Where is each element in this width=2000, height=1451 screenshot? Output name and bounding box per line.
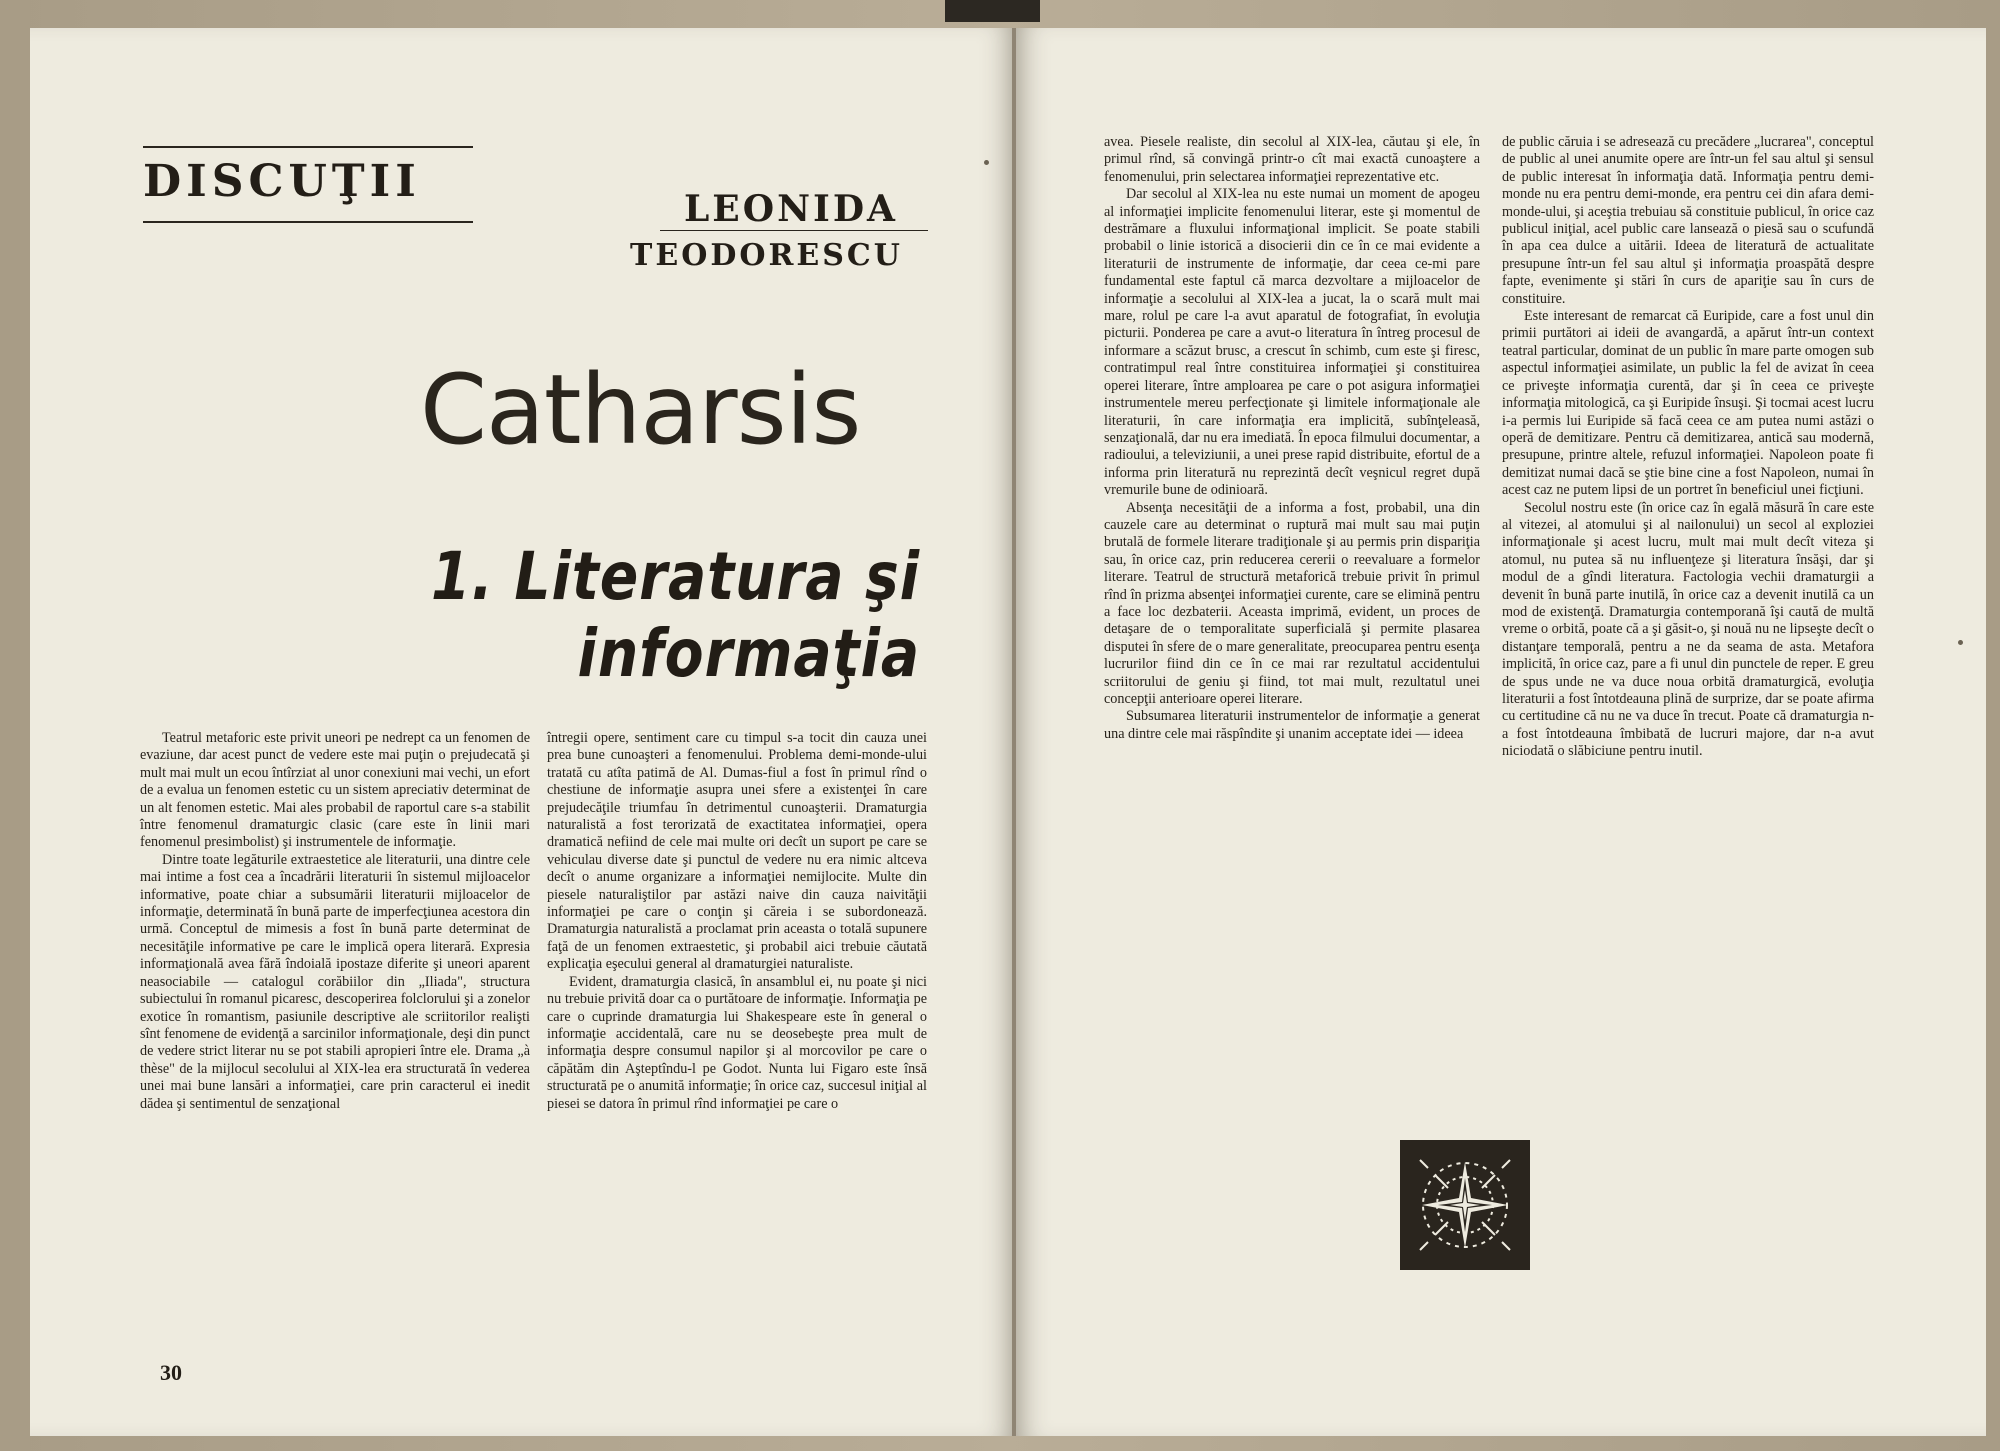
paper-speck: [984, 160, 989, 165]
left-column-1: [140, 730, 530, 1113]
paragraph: Dar secolul al XIX-lea nu este numai un moment de apogeu al informaţiei implicite fenomenului literar, este şi momentul de destrămare a fluxului informaţional implicit. Se poate stabili probabil o linie istorică a disocierii din ce în ce mai evidente a literaturii de instrumente de informaţie, dar ceea ce-mi pare fundamental este faptul că marca dezvoltare a mijloacelor de informaţie a secolului al XIX-lea a jucat, la o scară mult mai mare, rolul pe care l-a avut aparatul de fotografiat, în evoluţia picturii. Ponderea pe care a avut-o literatura în întreg procesul de informare a scăzut brusc, a crescut în schimb, cum este şi firesc, contratimpul real între constituirea informaţiei şi constituirea operei literare, între amploarea pe care o pot asigura informaţiei instrumentele mereu perfecţionate şi limitele informaţionale ale literaturii, în care informaţia era implicită, subînţeleasă, senzaţională, dar nu era imediată. În epoca filmului documentar, a radioului, a televiziunii, a unei prese rapid distribuite, efortul de a informa prin literatură nu reprezintă decît veşnicul regret după vremurile bune de odinioară.: [1104, 186, 1480, 499]
paragraph: Teatrul metaforic este privit uneori pe nedrept ca un fenomen de evaziune, dar acest punct de vedere este mai puţin o prejudecată şi mult mai mult un ecou întîrziat al unor conexiuni mai vechi, un efort de a evalua un fenomen estetic cu un sistem apreciativ determinat de un alt fenomen estetic. Mai ales probabil de raportul care s-a stabilit între fenomenul dramaturgic clasic (care este în linii mari fenomenul presimbolist) şi instrumentele de informaţie.: [140, 730, 530, 851]
author-last-name: TEODORESCU: [630, 238, 903, 273]
star-burst-woodcut-icon: [1400, 1140, 1530, 1270]
paragraph: Secolul nostru este (în orice caz în egală măsură în care este al vitezei, al atomului şi al nailonului) un secol al exploziei informaţionale şi acest lucru, mult mai mult decît viteza şi atomul, nu putea să nu influenţeze şi literatura însăşi, dar şi modul de a gîndi literatura. Factologia vechii dramaturgii a devenit în bună parte inutilă, în orice caz a devenit inutilă ca un mod de existenţă. Dramaturgia contemporană îşi caută de multă vreme o orbită, poate că a şi găsit-o, şi nouă nu ne lipseşte decît o distanţare temporală, pentru a ne da seama de asta. Metafora implicită, în orice caz, pare a fi unul din punctele de reper. E greu de spus unde ne va duce noua orbită dramaturgică, evoluţia literaturii a fost întotdeauna plină de surprize, dar se poate afirma cu certitudine că nu ne va duce în trecut. Poate că dramaturgia n-a fost întotdeauna îmbibată de lucruri majore, dar n-a avut niciodată o slăbiciune pentru inutil.: [1502, 499, 1874, 760]
spine-tab: [945, 0, 1040, 22]
left-page: [30, 28, 1014, 1436]
paragraph: Dintre toate legăturile extraestetice ale literaturii, una dintre cele mai intime a fost cea a încadrării literaturii în sistemul mijloacelor informative, poate chiar a subsumării literaturii mijloacelor de informaţie, determinată în bună parte de imperfecţiunea acestora din urmă. Conceptul de mimesis a fost în bună parte determinat de necesităţile informative pe care le implică opera literară. Expresia informaţională avea fără îndoială ipostaze diferite şi uneori aparent neasociabile — catalogul corăbiilor din „Iliada", structura subiectului în romanul picaresc, descoperirea folclorului şi a zonelor exotice în romantism, pasiunile descriptive ale scriitorilor realişti sînt fenomene de evidenţă a sarcinilor informaţionale, deşi din punct de vedere strict literar nu se pot stabili apropieri între ele. Drama „à thèse" de la mijlocul secolului al XIX-lea era structurată în vederea unei mai bune lansări a informaţiei, care prin caracterul ei inedit dădea şi sentimentul de senzaţional: [140, 851, 530, 1112]
left-column-2: [547, 730, 927, 1113]
header-rule-bottom: [143, 221, 473, 223]
author-first-name: LEONIDA: [683, 188, 898, 230]
paragraph: întregii opere, sentiment care cu timpul s-a tocit din cauza unei prea bune cunoaşteri a fenomenului. Problema demi-monde-ului tratată cu atîta patimă de Al. Dumas-fiul a fost în primul rînd o chestiune de informaţie asupra unei sfere a existenţei în care prejudecăţile triumfau în detrimentul cunoaşterii. Dramaturgia naturalistă a fost terorizată de exactitatea informaţiei, opera dramatică nefiind de cele mai multe ori decît un suport pe care se vehiculau diverse date şi punctul de vedere nu era nimic altceva decît o anume organizare a informaţiei nemijlocite. Multe din piesele naturaliştilor par astăzi naive din cauza naivităţii informaţiei pe care o conţin şi căreia i se subordonează. Dramaturgia naturalistă a proclamat prin aceasta o totală supunere faţă de un fenomen extraestetic, şi probabil aici trebuie căutată explicaţia eşecului general al dramaturgiei naturaliste.: [547, 730, 927, 973]
paragraph: avea. Piesele realiste, din secolul al XIX-lea, căutau şi ele, în primul rînd, să convingă printr-o cît mai exactă cunoaştere a fenomenului, prin selectarea informaţiei reprezentative etc.: [1104, 134, 1480, 185]
right-column-1: [1104, 134, 1480, 743]
article-subtitle: 1. Literatura şi informaţia: [431, 538, 920, 692]
page-number: 30: [160, 1360, 182, 1385]
paper-speck: [1958, 640, 1963, 645]
paragraph: Subsumarea literaturii instrumentelor de informaţie a generat una dintre cele mai răspîndite şi unanim acceptate idei — ideea: [1104, 708, 1480, 742]
paragraph: Absenţa necesităţii de a informa a fost, probabil, una din cauzele care au determinat o ruptură mai mult sau mai puţin brutală de formele literare tradiţionale şi au permis prin dispariţia sau, în orice caz, prin reducerea cererii o reevaluare a formelor literare. Teatrul de structură metaforică trebuie privit în primul rînd în prizma absenţei informaţiei curente, care se elimină pentru a face loc dezbaterii. Aceasta imprimă, evident, un proces de detaşare de o temporalitate superficială şi permite plasarea disputei în sfere de o mare generalitate, preocuparea pentru esenţa lucrurilor fiind din ce în ce mai rar rezultatul accidentului scriitorului de geniu şi fiind, tot mai mult, rezultatul unei concepţii anterioare operei literare.: [1104, 499, 1480, 707]
paragraph: Evident, dramaturgia clasică, în ansamblul ei, nu poate şi nici nu trebuie privită doar ca o purtătoare de informaţie. Informaţia pe care o cuprinde dramaturgia lui Shakespeare este în general o informaţie accidentală, care nu se deosebeşte prea mult de informaţia despre consumul napilor şi al morcovilor pe care o căpătăm din Aşteptîndu-l pe Godot. Nunta lui Figaro este însă structurată pe o anumită informaţie; în orice caz, succesul iniţial al piesei se datora în primul rînd informaţiei pe care o: [547, 973, 927, 1112]
right-page: [1016, 28, 1986, 1436]
section-label: DISCUŢII: [143, 156, 421, 207]
paragraph: Este interesant de remarcat că Euripide, care a fost unul din primii purtători ai ideii de avangardă, a apărut într-un context teatral particular, dominat de un public în mare parte omogen sub aspectul informaţiei asimilate, un public la fel de avizat în ceea ce priveşte informaţia curentă, dar şi în ceea ce priveşte informaţia mitologică, ca şi Euripide însuşi. Şi tocmai acest lucru i-a permis lui Euripide să facă ceea ce am putea numi astăzi o operă de demitizare. Pentru că demitizarea, antică sau modernă, presupune, printre altele, refuzul informaţiei. Napoleon poate fi demitizat numai dacă se ştie bine cine a fost Napoleon, numai în acest caz ne putem lipsi de un portret în beneficiul unei ficţiuni.: [1502, 308, 1874, 499]
article-title: Catharsis: [420, 354, 861, 466]
paragraph: de public căruia i se adresează cu precădere „lucrarea", conceptul de public al unei anumite opere are într-un fel sau altul şi sensul de public interesat în informaţia dată. Informaţia pentru demi-monde nu era pentru demi-monde, era pentru cei din afara demi-monde-ului, şi aceştia trebuiau să constituie publicul, în orice caz publicul iniţial, acel public care lansează o piesă sau o scufundă în apa cea dulce a uitării. Ideea de literatură de actualitate presupune într-un fel sau altul şi informaţia proaspătă despre fapte, evenimente şi stări în curs de apariţie sau în curs de constituire.: [1502, 134, 1874, 307]
author-rule: [660, 230, 928, 231]
right-column-2: [1502, 134, 1874, 761]
header-rule-top: [143, 146, 473, 148]
